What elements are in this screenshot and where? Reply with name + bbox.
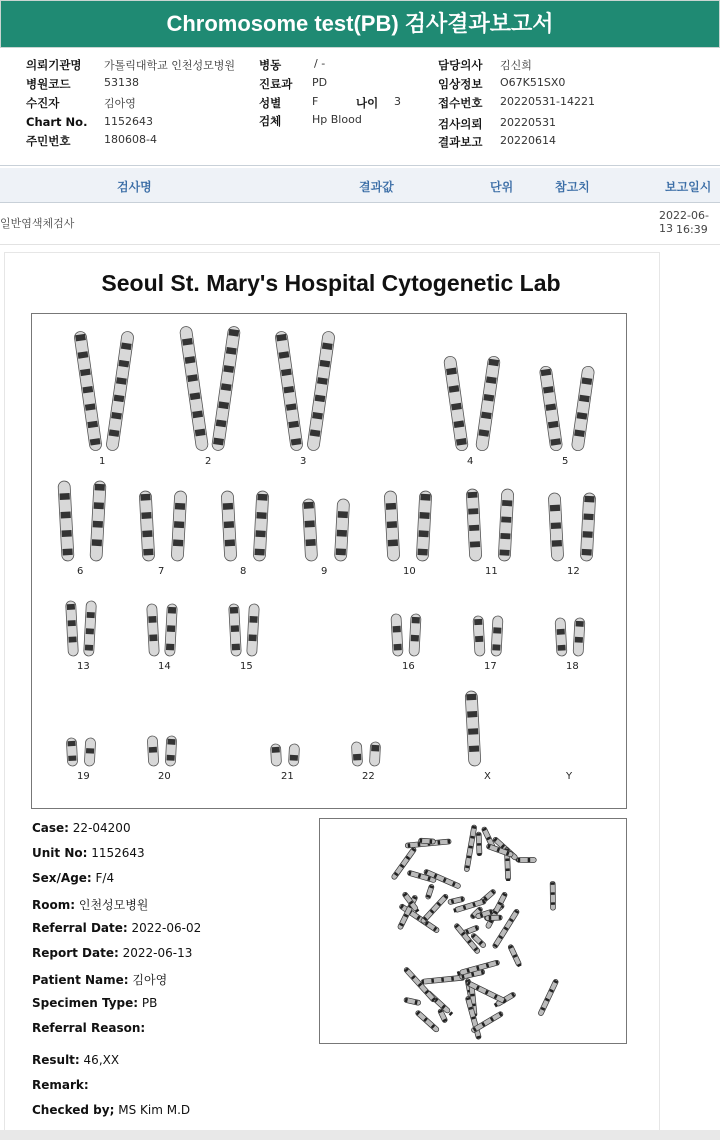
chromosome-label: 10 xyxy=(403,566,416,577)
info-label: 검체 xyxy=(259,114,282,128)
report-date: 2022-06-13 xyxy=(659,209,709,235)
chromosome-label: 17 xyxy=(484,661,497,672)
chromosome xyxy=(416,491,432,562)
chromosome xyxy=(58,481,74,562)
chromosome xyxy=(334,499,349,562)
chromosome xyxy=(275,331,304,452)
karyogram-chromosomes xyxy=(32,314,626,808)
info-value: 53138 xyxy=(104,76,139,89)
case-field-label: Referral Reason: xyxy=(32,1021,146,1035)
chromosome-label: 3 xyxy=(300,456,307,467)
chromosome xyxy=(491,616,503,656)
info-value: 3 xyxy=(394,95,401,108)
metaphase-image xyxy=(320,819,626,1043)
chromosome xyxy=(573,618,585,656)
chromosome-label: 12 xyxy=(567,566,580,577)
chromosome xyxy=(253,491,269,562)
divider xyxy=(0,244,720,245)
case-field xyxy=(32,821,131,835)
case-field xyxy=(32,921,201,935)
case-field-label: Sex/Age: xyxy=(32,871,92,885)
chromosome xyxy=(211,326,240,451)
case-field-label: Report Date: xyxy=(32,946,119,960)
case-field-value: 2022-06-13 xyxy=(118,946,193,960)
metaphase-chromosome xyxy=(418,838,435,844)
chromosome xyxy=(539,366,563,452)
chromosome xyxy=(66,601,79,656)
col-header-name: 검사명 xyxy=(117,180,152,194)
info-label: 진료과 xyxy=(259,77,293,91)
chromosome xyxy=(84,601,97,656)
chromosome xyxy=(74,331,103,452)
results-table-header xyxy=(0,168,720,202)
chromosome xyxy=(270,744,281,766)
case-field-value: PB xyxy=(138,996,158,1010)
chromosome xyxy=(106,331,135,452)
case-field-label: Room: xyxy=(32,898,76,912)
divider xyxy=(0,202,720,203)
case-field xyxy=(32,996,157,1010)
col-header-unit: 단위 xyxy=(490,180,514,194)
case-field xyxy=(32,1021,145,1035)
chromosome-label: 13 xyxy=(77,661,90,672)
chromosome-label: 4 xyxy=(467,456,474,467)
info-label: 접수번호 xyxy=(438,96,483,110)
info-label: 주민번호 xyxy=(26,134,71,148)
info-value: 1152643 xyxy=(104,115,153,128)
chromosome-label: 2 xyxy=(205,456,212,467)
chromosome-label: 19 xyxy=(77,771,90,782)
chromosome xyxy=(548,493,564,562)
info-label: 나이 xyxy=(356,96,379,110)
info-label: 검사의뢰 xyxy=(438,117,483,131)
metaphase-chromosome xyxy=(404,997,421,1005)
chromosome-label: Y xyxy=(566,771,573,782)
chromosome xyxy=(580,493,596,562)
case-field-value: 인천성모병원 xyxy=(75,898,149,912)
case-field xyxy=(32,946,192,960)
chromosome xyxy=(221,491,237,562)
case-field-value: 22-04200 xyxy=(68,821,131,835)
chromosome xyxy=(171,491,187,562)
report-title: Chromosome test(PB) 검사결과보고서 xyxy=(0,0,720,48)
metaphase-chromosome xyxy=(550,881,555,910)
info-label: 임상정보 xyxy=(438,77,483,91)
chromosome-label: 18 xyxy=(566,661,579,672)
chromosome xyxy=(247,604,260,656)
info-label: 병원코드 xyxy=(26,77,71,91)
remark-label: Remark: xyxy=(32,1078,89,1092)
result-label: Result: xyxy=(32,1053,80,1067)
case-field-label: Referral Date: xyxy=(32,921,128,935)
chromosome xyxy=(165,736,177,766)
metaphase-spread xyxy=(319,818,627,1044)
case-field-value: 1152643 xyxy=(87,846,145,860)
chromosome-label: X xyxy=(484,771,491,782)
chromosome xyxy=(139,491,155,562)
metaphase-chromosome xyxy=(420,893,449,924)
info-value: Hp Blood xyxy=(312,113,362,126)
chromosome xyxy=(571,366,595,452)
test-name: 일반염색체검사 xyxy=(0,217,75,230)
metaphase-chromosome xyxy=(538,979,559,1017)
metaphase-chromosome xyxy=(464,825,477,872)
metaphase-chromosome xyxy=(448,896,465,905)
case-field-label: Patient Name: xyxy=(32,973,129,987)
result-value: 46,XX xyxy=(83,1053,120,1067)
chromosome xyxy=(409,614,421,656)
info-label: 의뢰기관명 xyxy=(26,58,82,72)
chromosome xyxy=(229,604,242,656)
metaphase-chromosome xyxy=(476,832,482,856)
case-field-label: Unit No: xyxy=(32,846,88,860)
chromosome xyxy=(466,489,482,562)
chromosome xyxy=(84,738,95,766)
info-value: 김신희 xyxy=(500,59,532,72)
info-value: / - xyxy=(314,57,326,70)
chromosome xyxy=(90,481,106,562)
info-value: 20220531-14221 xyxy=(500,95,595,108)
col-header-date: 보고일시 xyxy=(665,180,712,194)
chromosome xyxy=(302,499,317,562)
chromosome xyxy=(147,604,160,656)
chromosome xyxy=(555,618,567,656)
checked-label: Checked by; xyxy=(32,1103,115,1117)
info-value: 가톨릭대학교 인천성모병원 xyxy=(104,59,236,72)
chromosome-label: 1 xyxy=(99,456,106,467)
chromosome xyxy=(288,744,299,766)
chromosome xyxy=(384,491,400,562)
info-value: PD xyxy=(312,76,328,89)
metaphase-chromosome xyxy=(425,884,434,900)
info-value: O67K51SX0 xyxy=(500,76,566,89)
info-value: 20220531 xyxy=(500,116,556,129)
info-value: 20220614 xyxy=(500,134,556,147)
chromosome-label: 21 xyxy=(281,771,294,782)
karyogram xyxy=(31,313,627,809)
metaphase-chromosome xyxy=(517,857,537,862)
lab-title: Seoul St. Mary's Hospital Cytogenetic Lab xyxy=(101,270,561,296)
col-header-ref: 참고치 xyxy=(555,180,590,194)
chromosome xyxy=(179,326,208,451)
case-field-label: Specimen Type: xyxy=(32,996,139,1010)
chromosome xyxy=(147,736,159,766)
case-field-value: F/4 xyxy=(91,871,115,885)
chromosome-label: 5 xyxy=(562,456,569,467)
chromosome-label: 6 xyxy=(77,566,84,577)
case-field-value: 2022-06-02 xyxy=(127,921,202,935)
checked-value: MS Kim M.D xyxy=(118,1103,191,1117)
info-label: 담당의사 xyxy=(438,58,483,72)
chromosome xyxy=(165,604,178,656)
info-value: 180608-4 xyxy=(104,133,157,146)
case-field xyxy=(32,846,145,860)
chromosome xyxy=(475,356,500,452)
chromosome-label: 7 xyxy=(158,566,165,577)
divider xyxy=(0,165,720,166)
chromosome-label: 9 xyxy=(321,566,328,577)
result-line xyxy=(32,1053,119,1067)
chromosome xyxy=(391,614,403,656)
chromosome-label: 11 xyxy=(485,566,498,577)
chromosome xyxy=(369,742,380,766)
chromosome-label: 14 xyxy=(158,661,171,672)
info-label: 병동 xyxy=(259,58,282,72)
info-value: F xyxy=(312,95,319,108)
table-row[interactable] xyxy=(0,205,720,245)
chromosome-label: 8 xyxy=(240,566,247,577)
case-field-label: Case: xyxy=(32,821,69,835)
chromosome-label: 22 xyxy=(362,771,375,782)
remark-line xyxy=(32,1078,89,1092)
info-label: 결과보고 xyxy=(438,135,483,149)
info-label: 성별 xyxy=(259,96,282,110)
patient-info xyxy=(0,55,720,155)
info-label: 수진자 xyxy=(26,96,60,110)
info-value: 김아영 xyxy=(104,97,136,110)
metaphase-chromosome xyxy=(403,967,437,1003)
chromosome xyxy=(443,356,468,452)
chromosome xyxy=(351,742,362,766)
report-time: 16:39 xyxy=(676,223,708,236)
metaphase-chromosome xyxy=(415,1010,440,1033)
case-field xyxy=(32,971,167,988)
col-header-result: 결과값 xyxy=(359,180,394,194)
chromosome xyxy=(307,331,336,452)
chromosome xyxy=(465,691,481,767)
chromosome-label: 15 xyxy=(240,661,253,672)
chromosome xyxy=(473,616,485,656)
page-bottom xyxy=(0,1130,720,1140)
metaphase-chromosome xyxy=(508,944,523,967)
info-label: Chart No. xyxy=(26,115,88,129)
checked-line xyxy=(32,1103,190,1117)
case-field-value: 김아영 xyxy=(128,973,168,987)
chromosome xyxy=(66,738,77,766)
chromosome xyxy=(498,489,514,562)
metaphase-chromosome xyxy=(421,975,465,984)
chromosome-label: 16 xyxy=(402,661,415,672)
case-field xyxy=(32,896,148,913)
chromosome-label: 20 xyxy=(158,771,171,782)
case-field xyxy=(32,871,114,885)
